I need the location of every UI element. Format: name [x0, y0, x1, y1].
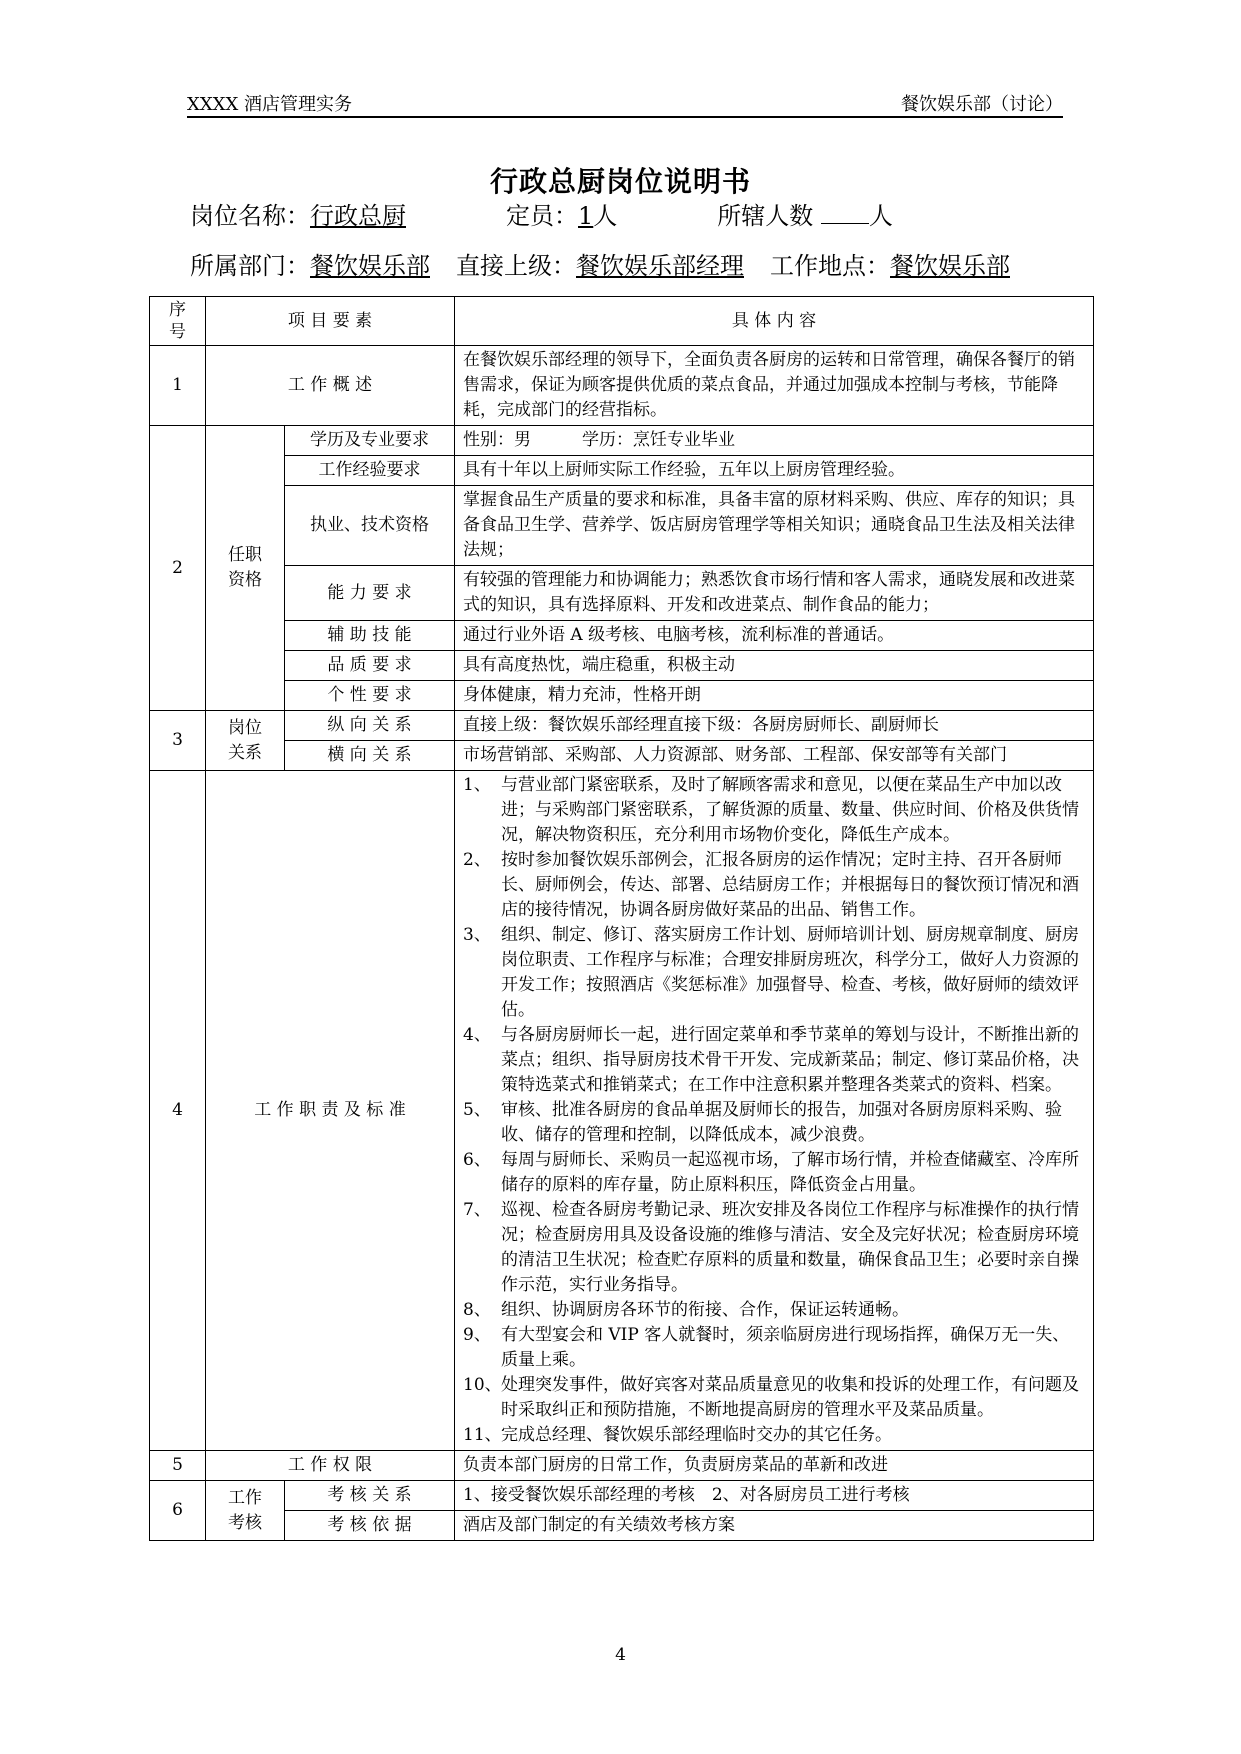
row2-group: 任职资格 — [206, 426, 285, 711]
row2-item-label: 品 质 要 求 — [285, 651, 455, 681]
duty-text: 与营业部门紧密联系，及时了解顾客需求和意见，以便在菜品生产中加以改进；与采购部门紧密联系，了解货源的质量、数量、供应时间、价格及供货情况，解决物资积压，充分利用市场物价变化，降低生产成本。 — [501, 775, 1079, 845]
dept-label: 所属部门： — [190, 252, 310, 280]
header-right-text: 餐饮娱乐部（讨论） — [901, 94, 1063, 115]
row6-item-content: 酒店及部门制定的有关绩效考核方案 — [455, 1511, 1094, 1541]
row2-item-content: 具有十年以上厨师实际工作经验，五年以上厨房管理经验。 — [455, 456, 1094, 486]
duty-text: 有大型宴会和 VIP 客人就餐时，须亲临厨房进行现场指挥，确保万无一失、质量上乘。 — [501, 1325, 1070, 1370]
subordinates-label: 所辖人数 — [717, 202, 814, 230]
row2-item-label: 辅 助 技 能 — [285, 621, 455, 651]
superior-label: 直接上级： — [456, 252, 576, 280]
duty-text: 组织、制定、修订、落实厨房工作计划、厨师培训计划、厨房规章制度、厨房岗位职责、工作程序与标准；合理安排厨房班次，科学分工，做好人力资源的开发工作；按照酒店《奖惩标准》加强督导、检查、考核，做好厨师的绩效评估。 — [501, 925, 1079, 1020]
table-row — [150, 711, 1094, 741]
duty-number: 6、 — [463, 1150, 491, 1170]
table-row — [150, 456, 1094, 486]
header-left-text: XXXX 酒店管理实务 — [187, 94, 352, 115]
table-row — [150, 486, 1094, 566]
staff-value: 1 — [578, 202, 594, 230]
row2-item-content: 通过行业外语 A 级考核、电脑考核，流利标准的普通话。 — [455, 621, 1094, 651]
row6-item-label: 考 核 依 据 — [285, 1511, 455, 1541]
list-item — [463, 1423, 1085, 1448]
duty-number: 3、 — [463, 925, 491, 945]
row3-item-label: 纵 向 关 系 — [285, 711, 455, 741]
list-item — [463, 773, 1085, 848]
table-row — [150, 651, 1094, 681]
superior-value: 餐饮娱乐部经理 — [576, 252, 744, 280]
row6-no: 6 — [150, 1481, 206, 1541]
row2-item-content: 掌握食品生产质量的要求和标准，具备丰富的原材料采购、供应、库存的知识；具备食品卫生学、营养学、饭店厨房管理学等相关知识；通晓食品卫生法及相关法律法规； — [455, 486, 1094, 566]
row2-item-label: 执业、技术资格 — [285, 486, 455, 566]
list-item — [463, 1148, 1085, 1198]
row2-item-label: 个 性 要 求 — [285, 681, 455, 711]
row2-item-label: 工作经验要求 — [285, 456, 455, 486]
list-item — [463, 1098, 1085, 1148]
table-row — [150, 1511, 1094, 1541]
duty-text: 按时参加餐饮娱乐部例会，汇报各厨房的运作情况；定时主持、召开各厨师长、厨师例会，传达、部署、总结厨房工作；并根据每日的餐饮预订情况和酒店的接待情况，协调各厨房做好菜品的出品、销售工作。 — [501, 850, 1079, 920]
list-item — [463, 1323, 1085, 1373]
row2-item-label: 能 力 要 求 — [285, 566, 455, 621]
row2-no: 2 — [150, 426, 206, 711]
duty-number: 5、 — [463, 1100, 491, 1120]
header-content: 具 体 内 容 — [455, 297, 1094, 346]
header-no: 序号 — [150, 297, 206, 346]
duty-text: 处理突发事件，做好宾客对菜品质量意见的收集和投诉的处理工作，有问题及时采取纠正和预防措施，不断地提高厨房的管理水平及菜品质量。 — [501, 1375, 1079, 1420]
row5-no: 5 — [150, 1451, 206, 1481]
row6-item-content: 1、接受餐饮娱乐部经理的考核 2、对各厨房员工进行考核 — [455, 1481, 1094, 1511]
duty-number: 1、 — [463, 775, 491, 795]
duty-text: 组织、协调厨房各环节的衔接、合作，保证运转通畅。 — [501, 1300, 909, 1320]
table-row — [150, 346, 1094, 426]
row2-item-content: 有较强的管理能力和协调能力；熟悉饮食市场行情和客人需求，通晓发展和改进菜式的知识，具有选择原料、开发和改进菜点、制作食品的能力； — [455, 566, 1094, 621]
document-title: 行政总厨岗位说明书 — [489, 165, 751, 198]
row4-item: 工 作 职 责 及 标 准 — [206, 771, 455, 1451]
duty-text: 与各厨房厨师长一起，进行固定菜单和季节菜单的筹划与设计，不断推出新的菜点；组织、指导厨房技术骨干开发、完成新菜品；制定、修订菜品价格，决策特选菜式和推销菜式；在工作中注意积累并整理各类菜式的资料、档案。 — [501, 1025, 1079, 1095]
list-item — [463, 1198, 1085, 1298]
table-row — [150, 741, 1094, 771]
duty-text: 审核、批准各厨房的食品单据及厨师长的报告，加强对各厨房原料采购、验收、储存的管理和控制，以降低成本，减少浪费。 — [501, 1100, 1062, 1145]
list-item — [463, 1298, 1085, 1323]
row3-item-content: 市场营销部、采购部、人力资源部、财务部、工程部、保安部等有关部门 — [455, 741, 1094, 771]
position-label: 岗位名称： — [190, 202, 310, 230]
duty-number: 4、 — [463, 1025, 491, 1045]
duty-number: 10、 — [463, 1375, 502, 1395]
row3-no: 3 — [150, 711, 206, 771]
table-row — [150, 771, 1094, 1451]
table-row — [150, 1481, 1094, 1511]
page-header — [187, 86, 1063, 118]
subordinates-blank — [821, 205, 869, 224]
row3-group: 岗位关系 — [206, 711, 285, 771]
duties-list — [463, 773, 1085, 1448]
staff-label: 定员： — [506, 202, 578, 230]
job-description-table — [149, 296, 1094, 1541]
row1-content: 在餐饮娱乐部经理的领导下，全面负责各厨房的运转和日常管理，确保各餐厅的销售需求，保证为顾客提供优质的菜点食品，并通过加强成本控制与考核，节能降耗，完成部门的经营指标。 — [455, 346, 1094, 426]
row4-content — [455, 771, 1094, 1451]
row2-item-content: 身体健康，精力充沛，性格开朗 — [455, 681, 1094, 711]
list-item — [463, 1373, 1085, 1423]
row6-item-label: 考 核 关 系 — [285, 1481, 455, 1511]
position-value: 行政总厨 — [310, 202, 406, 230]
table-header-row — [150, 297, 1094, 346]
row6-group: 工作考核 — [206, 1481, 285, 1541]
header-item: 项 目 要 素 — [206, 297, 455, 346]
table-row — [150, 426, 1094, 456]
duty-text: 完成总经理、餐饮娱乐部经理临时交办的其它任务。 — [501, 1425, 892, 1445]
table-row — [150, 566, 1094, 621]
duty-number: 8、 — [463, 1300, 491, 1320]
table-row — [150, 681, 1094, 711]
list-item — [463, 1023, 1085, 1098]
duty-number: 11、 — [463, 1425, 502, 1445]
info-line-2 — [190, 246, 1010, 281]
location-value: 餐饮娱乐部 — [890, 252, 1010, 280]
page-number: 4 — [615, 1645, 626, 1665]
list-item — [463, 923, 1085, 1023]
row1-item: 工 作 概 述 — [206, 346, 455, 426]
staff-unit: 人 — [593, 202, 618, 230]
row3-item-content: 直接上级：餐饮娱乐部经理直接下级：各厨房厨师长、副厨师长 — [455, 711, 1094, 741]
row2-item-content: 性别：男 学历：烹饪专业毕业 — [455, 426, 1094, 456]
duty-number: 7、 — [463, 1200, 491, 1220]
row2-item-label: 学历及专业要求 — [285, 426, 455, 456]
table-row — [150, 1451, 1094, 1481]
duty-number: 2、 — [463, 850, 491, 870]
duty-text: 每周与厨师长、采购员一起巡视市场，了解市场行情，并检查储藏室、冷库所储存的原料的库存量，防止原料积压，降低资金占用量。 — [501, 1150, 1079, 1195]
row5-content: 负责本部门厨房的日常工作，负责厨房菜品的革新和改进 — [455, 1451, 1094, 1481]
row5-item: 工 作 权 限 — [206, 1451, 455, 1481]
duty-number: 9、 — [463, 1325, 491, 1345]
row1-no: 1 — [150, 346, 206, 426]
row3-item-label: 横 向 关 系 — [285, 741, 455, 771]
list-item — [463, 848, 1085, 923]
info-line-1 — [190, 196, 893, 231]
location-label: 工作地点： — [770, 252, 890, 280]
table-row — [150, 621, 1094, 651]
dept-value: 餐饮娱乐部 — [310, 252, 430, 280]
row4-no: 4 — [150, 771, 206, 1451]
row2-item-content: 具有高度热忱，端庄稳重，积极主动 — [455, 651, 1094, 681]
subordinates-unit: 人 — [868, 202, 893, 230]
duty-text: 巡视、检查各厨房考勤记录、班次安排及各岗位工作程序与标准操作的执行情况；检查厨房用具及设备设施的维修与清洁、安全及完好状况；检查厨房环境的清洁卫生状况；检查贮存原料的质量和数量，确保食品卫生；必要时亲自操作示范，实行业务指导。 — [501, 1200, 1079, 1295]
